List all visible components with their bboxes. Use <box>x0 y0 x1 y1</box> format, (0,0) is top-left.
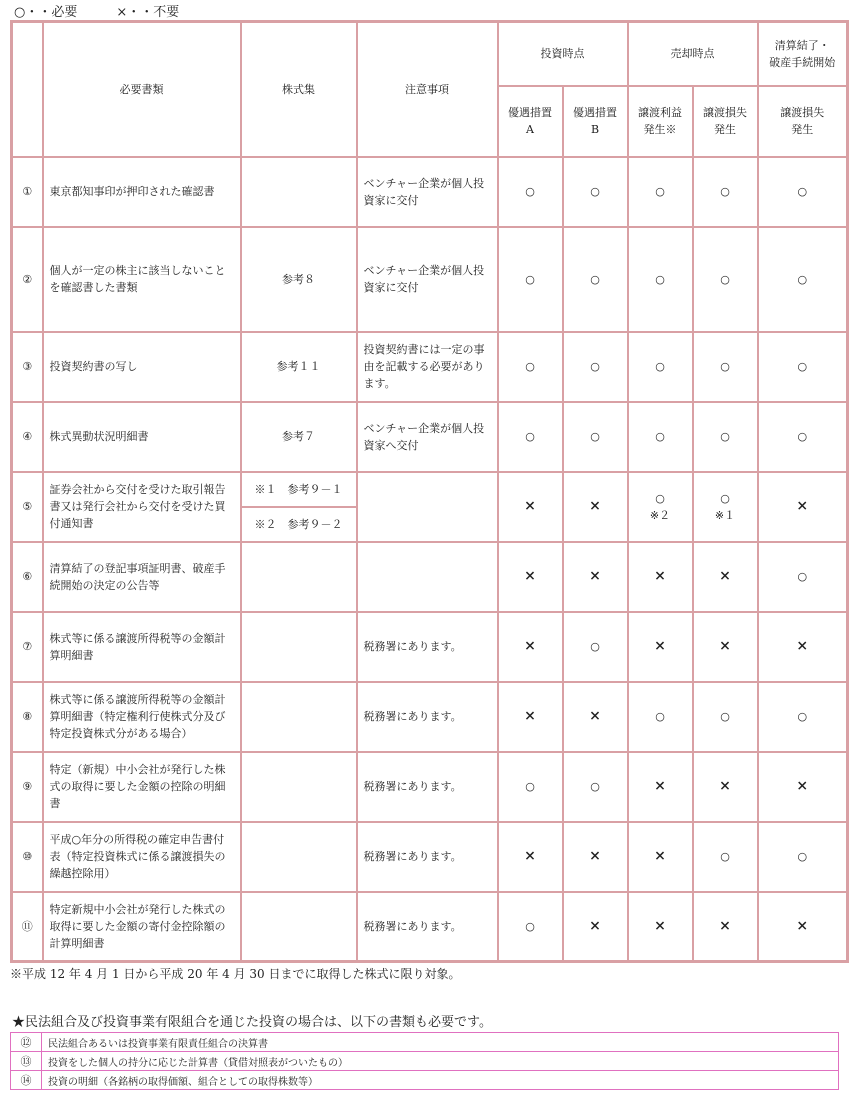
table-row <box>12 752 848 822</box>
row-note: 税務署にあります。 <box>357 822 498 892</box>
mark-liquidation: × <box>758 892 848 962</box>
row-note <box>357 472 498 542</box>
row-number: ⑨ <box>12 752 43 822</box>
row-document: 東京都知事印が押印された確認書 <box>43 157 241 227</box>
table-row <box>12 682 848 752</box>
extra-number: ⑭ <box>11 1071 42 1090</box>
row-document: 平成○年分の所得税の確定申告書付表（特定投資株式に係る譲渡損失の繰越控除用） <box>43 822 241 892</box>
row-number: ⑧ <box>12 682 43 752</box>
mark-transfer-gain: ○ <box>628 157 693 227</box>
row-note: 税務署にあります。 <box>357 682 498 752</box>
table-row <box>12 822 848 892</box>
mark-preferential-a: ○ <box>498 227 563 332</box>
mark-preferential-b: × <box>563 542 628 612</box>
mark-preferential-a: × <box>498 682 563 752</box>
mark-transfer-gain: × <box>628 612 693 682</box>
row-number: ⑩ <box>12 822 43 892</box>
subheader-preferential-a: 優遇措置 A <box>498 86 563 157</box>
row-document: 株式等に係る譲渡所得税等の金額計算明細書 <box>43 612 241 682</box>
row-document: 株式異動状況明細書 <box>43 402 241 472</box>
row-form-a: ※１ 参考９－１ <box>241 472 357 507</box>
table-row <box>12 892 848 962</box>
mark-subnote: ※２ <box>649 508 671 522</box>
row-form <box>241 752 357 822</box>
mark-liquidation: ○ <box>758 332 848 402</box>
row-note: 投資契約書には一定の事由を記載する必要があります。 <box>357 332 498 402</box>
row-number: ⑪ <box>12 892 43 962</box>
mark-preferential-a: ○ <box>498 332 563 402</box>
row-document: 株式等に係る譲渡所得税等の金額計算明細書（特定権利行使株式分及び特定投資株式分がある場合） <box>43 682 241 752</box>
mark-transfer-gain: ○ <box>628 332 693 402</box>
mark-preferential-b: ○ <box>563 332 628 402</box>
row-document: 清算結了の登記事項証明書、破産手続開始の決定の公告等 <box>43 542 241 612</box>
extra-number: ⑫ <box>11 1033 42 1052</box>
mark-transfer-loss: ○ ※１ <box>693 472 758 542</box>
mark-liquidation: × <box>758 472 848 542</box>
row-form <box>241 612 357 682</box>
mark-preferential-a: ○ <box>498 752 563 822</box>
mark-transfer-loss: × <box>693 892 758 962</box>
row-note: ベンチャー企業が個人投資家へ交付 <box>357 402 498 472</box>
mark-liquidation: × <box>758 612 848 682</box>
row-number: ④ <box>12 402 43 472</box>
table-row <box>12 332 848 402</box>
row-number: ⑥ <box>12 542 43 612</box>
header-liquidation: 清算結了・ 破産手続開始 <box>758 22 848 86</box>
list-item <box>11 1071 839 1090</box>
mark-transfer-loss: ○ <box>693 682 758 752</box>
mark-preferential-b: × <box>563 892 628 962</box>
mark-preferential-b: × <box>563 682 628 752</box>
extra-text: 投資の明細（各銘柄の取得価額、組合としての取得株数等） <box>42 1071 839 1090</box>
row-note: ベンチャー企業が個人投資家に交付 <box>357 157 498 227</box>
extra-text: 民法組合あるいは投資事業有限責任組合の決算書 <box>42 1033 839 1052</box>
mark-liquidation: ○ <box>758 542 848 612</box>
mark-transfer-loss: ○ <box>693 402 758 472</box>
mark-transfer-gain: × <box>628 822 693 892</box>
legend: ○・・必要 ×・・不要 <box>14 5 180 20</box>
table-row <box>12 227 848 332</box>
row-note: 税務署にあります。 <box>357 612 498 682</box>
mark-preferential-b: ○ <box>563 752 628 822</box>
mark-liquidation: ○ <box>758 227 848 332</box>
extra-number: ⑬ <box>11 1052 42 1071</box>
row-form <box>241 892 357 962</box>
mark-transfer-gain: × <box>628 542 693 612</box>
mark-transfer-loss: × <box>693 752 758 822</box>
row-document: 個人が一定の株主に該当しないことを確認書した書類 <box>43 227 241 332</box>
mark-preferential-a: × <box>498 542 563 612</box>
mark-preferential-a: × <box>498 612 563 682</box>
mark-preferential-b: × <box>563 472 628 542</box>
mark-transfer-loss: × <box>693 612 758 682</box>
row-note: 税務署にあります。 <box>357 892 498 962</box>
table-row <box>12 402 848 472</box>
required-documents-table <box>10 20 849 963</box>
row-form: 参考８ <box>241 227 357 332</box>
row-note: 税務署にあります。 <box>357 752 498 822</box>
subheader-transfer-loss: 譲渡損失 発生 <box>693 86 758 157</box>
mark-liquidation: × <box>758 752 848 822</box>
mark-transfer-gain: ○ <box>628 402 693 472</box>
mark-preferential-a: ○ <box>498 157 563 227</box>
row-form <box>241 822 357 892</box>
extra-heading: ★民法組合及び投資事業有限組合を通じた投資の場合は、以下の書類も必要です。 <box>12 1015 492 1030</box>
footnote: ※平成 12 年 4 月 1 日から平成 20 年 4 月 30 日までに取得した株式に限り対象。 <box>10 967 461 981</box>
mark-liquidation: ○ <box>758 157 848 227</box>
row-note: ベンチャー企業が個人投資家に交付 <box>357 227 498 332</box>
mark-preferential-b: ○ <box>563 612 628 682</box>
subheader-liquidation-loss: 譲渡損失 発生 <box>758 86 848 157</box>
header-sale-time: 売却時点 <box>628 22 758 86</box>
mark-transfer-loss: ○ <box>693 332 758 402</box>
row-number: ② <box>12 227 43 332</box>
row-number: ⑦ <box>12 612 43 682</box>
mark-preferential-a: × <box>498 472 563 542</box>
table-row <box>12 157 848 227</box>
list-item <box>11 1052 839 1071</box>
mark-transfer-loss: × <box>693 542 758 612</box>
subheader-preferential-b: 優遇措置 B <box>563 86 628 157</box>
mark-transfer-gain: × <box>628 892 693 962</box>
mark-transfer-loss: ○ <box>693 157 758 227</box>
row-form <box>241 682 357 752</box>
table-row <box>12 612 848 682</box>
row-number: ① <box>12 157 43 227</box>
row-note <box>357 542 498 612</box>
row-document: 特定（新規）中小会社が発行した株式の取得に要した金額の控除の明細書 <box>43 752 241 822</box>
additional-documents-table <box>10 1032 839 1090</box>
mark-subnote: ※１ <box>714 508 736 522</box>
mark-preferential-b: × <box>563 822 628 892</box>
table-row <box>12 542 848 612</box>
row-form <box>241 157 357 227</box>
mark-liquidation: ○ <box>758 822 848 892</box>
header-forms: 株式集 <box>241 22 357 157</box>
row-number: ⑤ <box>12 472 43 542</box>
row-form: 参考１１ <box>241 332 357 402</box>
mark-liquidation: ○ <box>758 682 848 752</box>
mark-transfer-gain: ○ <box>628 227 693 332</box>
mark-preferential-b: ○ <box>563 402 628 472</box>
row-form-b: ※２ 参考９－２ <box>241 507 357 542</box>
header-investment-time: 投資時点 <box>498 22 628 86</box>
row-number: ③ <box>12 332 43 402</box>
mark-transfer-gain: × <box>628 752 693 822</box>
list-item <box>11 1033 839 1052</box>
subheader-transfer-gain: 譲渡利益 発生※ <box>628 86 693 157</box>
mark-preferential-b: ○ <box>563 227 628 332</box>
table-row <box>12 472 848 507</box>
mark-transfer-gain: ○ ※２ <box>628 472 693 542</box>
mark-transfer-loss: ○ <box>693 822 758 892</box>
row-document: 特定新規中小会社が発行した株式の取得に要した金額の寄付金控除額の計算明細書 <box>43 892 241 962</box>
mark-liquidation: ○ <box>758 402 848 472</box>
mark-transfer-gain: ○ <box>628 682 693 752</box>
mark-preferential-a: ○ <box>498 892 563 962</box>
mark-preferential-a: × <box>498 822 563 892</box>
row-form <box>241 542 357 612</box>
mark-preferential-b: ○ <box>563 157 628 227</box>
row-document: 投資契約書の写し <box>43 332 241 402</box>
mark-transfer-loss: ○ <box>693 227 758 332</box>
header-required-docs: 必要書類 <box>43 22 241 157</box>
row-form: 参考７ <box>241 402 357 472</box>
row-document: 証券会社から交付を受けた取引報告書又は発行会社から交付を受けた買付通知書 <box>43 472 241 542</box>
header-notes: 注意事項 <box>357 22 498 157</box>
header-blank <box>12 22 43 157</box>
extra-text: 投資をした個人の持分に応じた計算書（貸借対照表がついたもの） <box>42 1052 839 1071</box>
mark-preferential-a: ○ <box>498 402 563 472</box>
